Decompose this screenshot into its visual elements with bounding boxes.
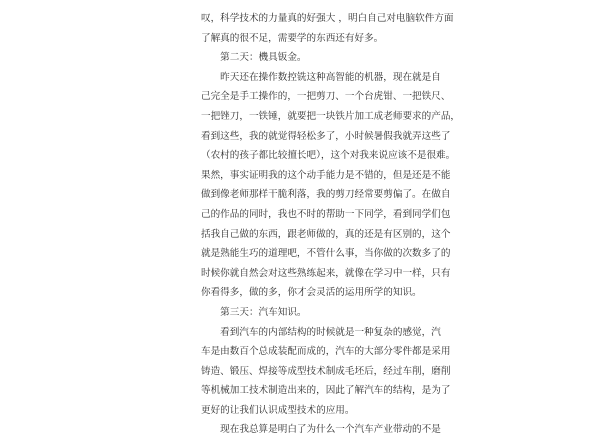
text-line: 一把锉刀，一铁锤，就要把一块铁片加工成老师要求的产品， bbox=[201, 110, 461, 122]
text-line: 看到这些，我的就觉得轻松多了，小时候暑假我就弄这些了 bbox=[201, 130, 451, 142]
text-line: 就是熟能生巧的道理吧，不管什么事，当你做的次数多了的 bbox=[201, 248, 451, 260]
section-heading: 第三天：汽车知识。 bbox=[201, 306, 307, 318]
text-line: 车是由数百个总成装配而成的，汽车的大部分零件都是采用 bbox=[201, 346, 451, 358]
text-line: 看到汽车的内部结构的时候就是一种复杂的感觉，汽 bbox=[201, 326, 441, 338]
text-line: 等机械加工技术制造出来的，因此了解汽车的结构，是为了 bbox=[201, 385, 451, 397]
text-line: 己的作品的同时，我也不时的帮助一下同学，看到同学们包 bbox=[201, 208, 451, 220]
section-heading: 第二天：機具钣金。 bbox=[201, 52, 307, 64]
document-body bbox=[201, 9, 461, 440]
text-line: 现在我总算是明白了为什么一个汽车产业带动的不是 bbox=[201, 424, 441, 436]
text-line: 己完全是手工操作的，一把剪刀、一个台虎钳、一把铁尺、 bbox=[201, 91, 451, 103]
text-line: 铸造、锻压、焊接等成型技术制成毛坯后，经过车削，磨削 bbox=[201, 365, 451, 377]
text-line: 叹，科学技术的力量真的好强大 ，明白自己对电脑软件方面 bbox=[201, 13, 454, 24]
text-line: 做到像老师那样干脆利落，我的剪刀经常要剪偏了。在做自 bbox=[201, 189, 451, 201]
text-line: 你看得多，做的多，你才会灵活的运用所学的知识。 bbox=[201, 287, 422, 299]
text-line: 果然，事实证明我的这个动手能力是不错的，但是还是不能 bbox=[201, 169, 451, 181]
text-line: （农村的孩子都比较擅长吧），这个对我来说应该不是很难。 bbox=[201, 150, 456, 162]
text-line: 了解真的很不足，需要学的东西还有好多。 bbox=[201, 32, 384, 44]
text-line: 时候你就自然会对这些熟练起来，就像在学习中一样，只有 bbox=[201, 267, 451, 279]
text-line: 括我自己做的东西，跟老师做的，真的还是有区别的，这个 bbox=[201, 228, 451, 240]
text-line: 更好的让我们认识成型技术的应用。 bbox=[201, 404, 355, 416]
text-line: 昨天还在操作数控铣这种高智能的机器，现在就是自 bbox=[201, 71, 441, 83]
